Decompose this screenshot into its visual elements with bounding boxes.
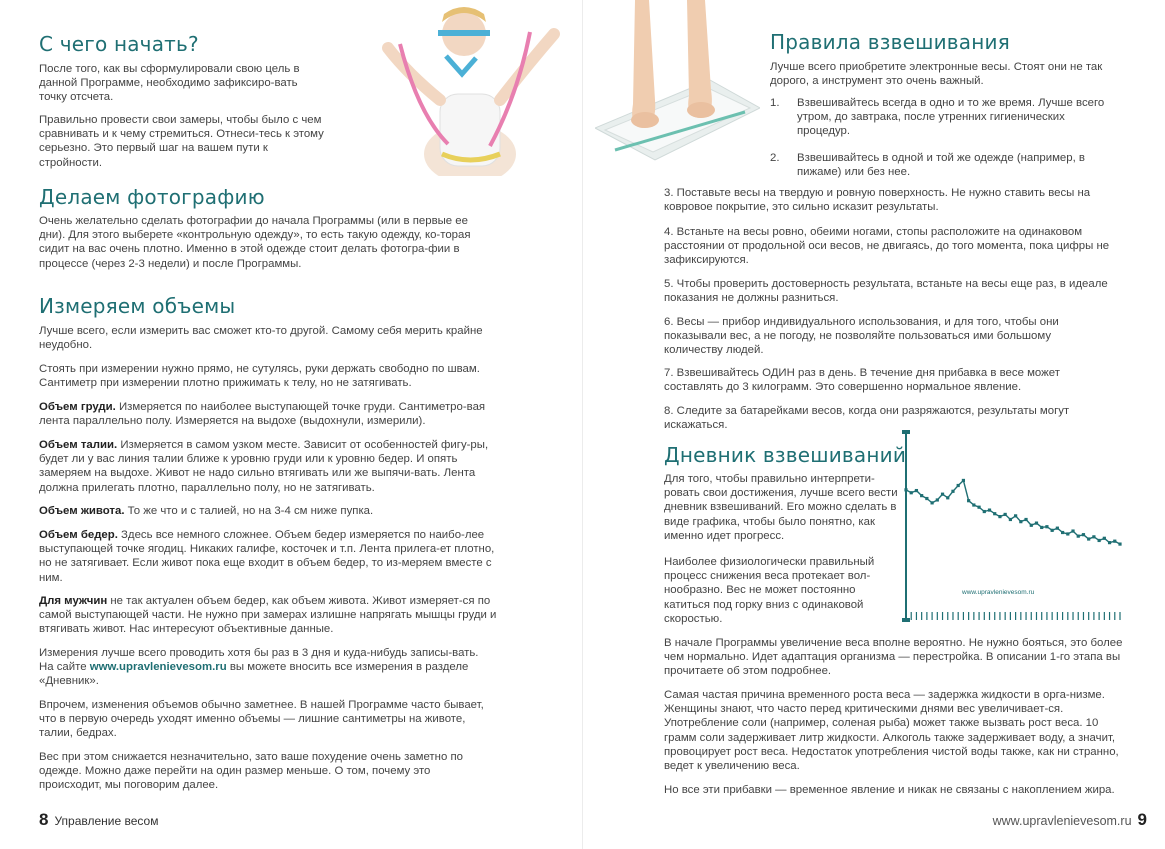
belly-text: То же что и с талией, но на 3-4 см ниже пупка. <box>124 505 374 517</box>
rule-3: 3. Поставьте весы на твердую и ровную поверхность. Не нужно ставить весы на ковровое покрытие, это сильно исказит результаты. <box>664 187 1091 214</box>
diary-paragraph-2: Наиболее физиологически правильный процесс снижения веса протекает вол-нообразно. Вес не может постоянно катиться под горку вниз с одинаковой скоростью. <box>664 556 875 625</box>
chart-data-point <box>1040 526 1043 529</box>
chart-data-point <box>925 497 928 500</box>
chart-data-point <box>1113 540 1116 543</box>
chart-data-point <box>1071 529 1074 532</box>
chart-data-point <box>1019 520 1022 523</box>
frequency-text-b: вы можете вносить все измерения в разделе «Дневник». <box>39 661 469 688</box>
chart-data-point <box>1066 532 1069 535</box>
men-label: Для мужчин <box>39 595 108 607</box>
start-paragraph-2: Правильно провести свои замеры, чтобы было с чем сравнивать и к чему стремиться. Отнеси-тесь к этому серьезно. Это первый шаг на вашем пути к стройности. <box>39 114 324 169</box>
rule-number: 1. <box>770 97 780 109</box>
frequency-paragraph <box>39 646 489 689</box>
chart-data-point <box>1098 539 1101 542</box>
hips-label: Объем бедер. <box>39 529 118 541</box>
diary-paragraph-5: Но все эти прибавки — временное явление и никак не связаны с накоплением жира. <box>664 784 1115 796</box>
chart-data-point <box>1118 542 1121 545</box>
volumes-paragraph-1: Лучше всего, если измерить вас сможет кто-то другой. Самому себя мерить крайне неудобно. <box>39 325 483 352</box>
chart-data-point <box>1024 518 1027 521</box>
rules-list <box>770 96 1110 191</box>
chart-data-point <box>915 489 918 492</box>
chest-paragraph <box>39 400 499 428</box>
chart-data-point <box>977 506 980 509</box>
men-paragraph <box>39 594 499 637</box>
rule-5: 5. Чтобы проверить достоверность результата, встаньте на весы еще раз, в идеале показания не должны разниться. <box>664 278 1108 305</box>
site-link[interactable]: www.upravlenievesom.ru <box>89 661 227 674</box>
chart-data-point <box>1014 514 1017 517</box>
chart-data-point <box>988 508 991 511</box>
chart-data-point <box>1077 535 1080 538</box>
page-gutter <box>582 0 583 849</box>
chart-data-point <box>1056 527 1059 530</box>
rule-item-2 <box>770 151 1110 179</box>
heading-start: С чего начать? <box>39 32 199 56</box>
volumes-paragraph-4: Вес при этом снижается незначительно, зато ваше похудение очень заметно по одежде. Можно даже перейти на один размер меньше. О том, почему это происходит, мы поговорим далее. <box>39 751 463 792</box>
waist-text: Измеряется в самом узком месте. Зависит от особенностей фигу-ры, будет ли у вас линия талии ближе к уровню груди или к уровню бедер. И опять замеряем на выдохе. Живот не надо сильно втягивать или же выпячи-вать. Лента должна прилегать плотно, параллельно полу, но не затягивать. <box>39 439 489 494</box>
rule-text: Взвешивайтесь в одной и той же одежде (например, в пижаме) или без нее. <box>797 151 1085 178</box>
rule-item-1 <box>770 96 1110 139</box>
weight-diary-chart <box>898 428 1128 626</box>
chart-data-point <box>910 491 913 494</box>
photo-paragraph: Очень желательно сделать фотографии до начала Программы (или в первые ее дни). Для этого выберете «контрольную одежду», то есть такую одежду, ко-торая сидит на вас очень плотно. Именно в этой одежде стоит делать фотогра-фии в процессе (через 2-3 недели) и после Программы. <box>39 215 471 270</box>
waist-label: Объем талии. <box>39 439 118 451</box>
chart-data-point <box>1082 533 1085 536</box>
chart-data-point <box>1103 537 1106 540</box>
feet-on-scale-photo <box>595 0 760 165</box>
waist-paragraph <box>39 438 499 495</box>
chart-data-point <box>904 488 907 491</box>
rule-text: Взвешивайтесь всегда в одно и то же время. Лучше всего утром, до завтрака, после утренних гигиенических процедур. <box>797 97 1105 138</box>
volumes-paragraph-2: Стоять при измерении нужно прямо, не сутулясь, руки держать свободно по швам. Сантиметр при измерении плотно прижимать к телу, но не затягивать. <box>39 363 480 390</box>
heading-weighing-diary: Дневник взвешиваний <box>664 443 907 467</box>
footer-url[interactable]: www.upravlenievesom.ru <box>992 814 1132 828</box>
chart-watermark: www.upravlenievesom.ru <box>962 589 1035 596</box>
chart-data-point <box>998 515 1001 518</box>
chart-data-point <box>946 496 949 499</box>
chart-data-point <box>930 501 933 504</box>
chart-data-point <box>972 503 975 506</box>
chart-data-point <box>957 484 960 487</box>
chart-data-point <box>1087 537 1090 540</box>
chest-text: Измеряется по наиболее выступающей точке груди. Сантиметро-вая лента параллельно полу. Измеряется на выдохе (выдохнули, измерили). <box>39 401 486 428</box>
men-text: не так актуален объем бедер, как объем живота. Живот измеряет-ся по самой выступающей части. Не нужно при замерах излишне напрягать мышцы груди и втягивать живот. Нас интересуют объективные данные. <box>39 595 497 636</box>
rule-4: 4. Встаньте на весы ровно, обеими ногами, стопы расположите на одинаковом расстоянии от продольной оси весов, не двигаясь, до того момента, пока цифры не зафиксируются. <box>664 226 1110 267</box>
chart-data-point <box>1108 541 1111 544</box>
woman-measuring-tape-photo <box>378 4 560 176</box>
heading-photo: Делаем фотографию <box>39 185 265 209</box>
chart-data-point <box>1092 535 1095 538</box>
chart-data-point <box>1045 525 1048 528</box>
diary-paragraph-4: Самая частая причина временного роста веса — задержка жидкости в орга-низме. Женщины знают, что часто перед критическими днями вес увеличивает-ся. Употребление соли (например, соленая рыба) может также вызвать рост веса. 10 грамм соли задерживает литр жидкости. Алкоголь также задерживает воду, а значит, провоцирует рост веса. Недостаток употребления чистой воды также, как ни странно, ведет к увеличению веса. <box>664 689 1119 773</box>
start-paragraph-1: После того, как вы сформулировали свою цель в данной Программе, необходимо зафиксиро-вать точку отсчета. <box>39 63 300 104</box>
chart-data-point <box>1061 531 1064 534</box>
heading-weighing-rules: Правила взвешивания <box>770 30 1010 54</box>
belly-label: Объем живота. <box>39 505 125 517</box>
diary-paragraph-1: Для того, чтобы правильно интерпрети-ровать свои достижения, лучше всего вести дневник взвешиваний. Его можно сделать в виде графика, чтобы было понятно, как именно идет прогресс. <box>664 473 898 542</box>
hips-text: Здесь все немного сложнее. Объем бедер измеряется по наибо-лее выступающей точке ягодиц. Никаких галифе, косточек и т.п. Лента прилега-ет плотно, но не затягивает. Если живот пока еще входит в объем бедер, то из-меряем вместе с ним. <box>39 529 495 584</box>
chart-data-point <box>920 494 923 497</box>
chart-data-point <box>993 512 996 515</box>
chart-series-line <box>906 480 1120 544</box>
chart-data-point <box>936 498 939 501</box>
belly-paragraph <box>39 504 499 518</box>
rule-7: 7. Взвешивайтесь ОДИН раз в день. В течение дня прибавка в весе может составлять до 3 килограмм. Это совершенно нормальное явление. <box>664 367 1060 394</box>
chest-label: Объем груди. <box>39 401 116 413</box>
rule-6: 6. Весы — прибор индивидуального использования, и для того, чтобы они показывали вес, а не погоду, не позволяйте пользоваться ими большому количеству людей. <box>664 316 1059 357</box>
chart-data-point <box>967 499 970 502</box>
page-number-left: 8 <box>39 810 49 829</box>
rule-8: 8. Следите за батарейками весов, когда они разряжаются, результаты могут искажаться. <box>664 405 1070 432</box>
footer-right <box>993 810 1147 830</box>
chart-data-point <box>941 493 944 496</box>
rules-intro: Лучше всего приобретите электронные весы. Стоят они не так дорого, а инструмент это очень важный. <box>770 61 1103 88</box>
page-number-right: 9 <box>1137 810 1147 829</box>
chart-data-point <box>983 510 986 513</box>
chart-data-point <box>1051 529 1054 532</box>
diary-paragraph-3: В начале Программы увеличение веса вполне вероятно. Не нужно бояться, это более чем нормально. Идет адаптация организма — перестройка. В описании 1-го этапа вы прочитаете об этом подробнее. <box>664 637 1123 678</box>
frequency-text-a: Измерения лучше всего проводить хотя бы раз в 3 дня и куда-нибудь записы-вать. На сайте <box>39 647 479 674</box>
chart-y-axis-cap <box>902 430 910 434</box>
volumes-paragraph-3: Впрочем, изменения объемов обычно заметнее. В нашей Программе часто бывает, что в первую очередь уходят именно объемы — лишние сантиметры на животе, талии, бедрах. <box>39 699 484 740</box>
chart-data-point <box>1030 524 1033 527</box>
heading-volumes: Измеряем объемы <box>39 294 236 318</box>
hips-paragraph <box>39 528 499 585</box>
chart-data-point <box>951 490 954 493</box>
chart-data-point <box>1004 513 1007 516</box>
footer-section-title: Управление весом <box>54 814 159 828</box>
chart-data-point <box>1009 518 1012 521</box>
footer-left <box>39 810 158 830</box>
chart-data-point <box>1035 522 1038 525</box>
rule-number: 2. <box>770 151 780 164</box>
chart-data-point <box>962 479 965 482</box>
